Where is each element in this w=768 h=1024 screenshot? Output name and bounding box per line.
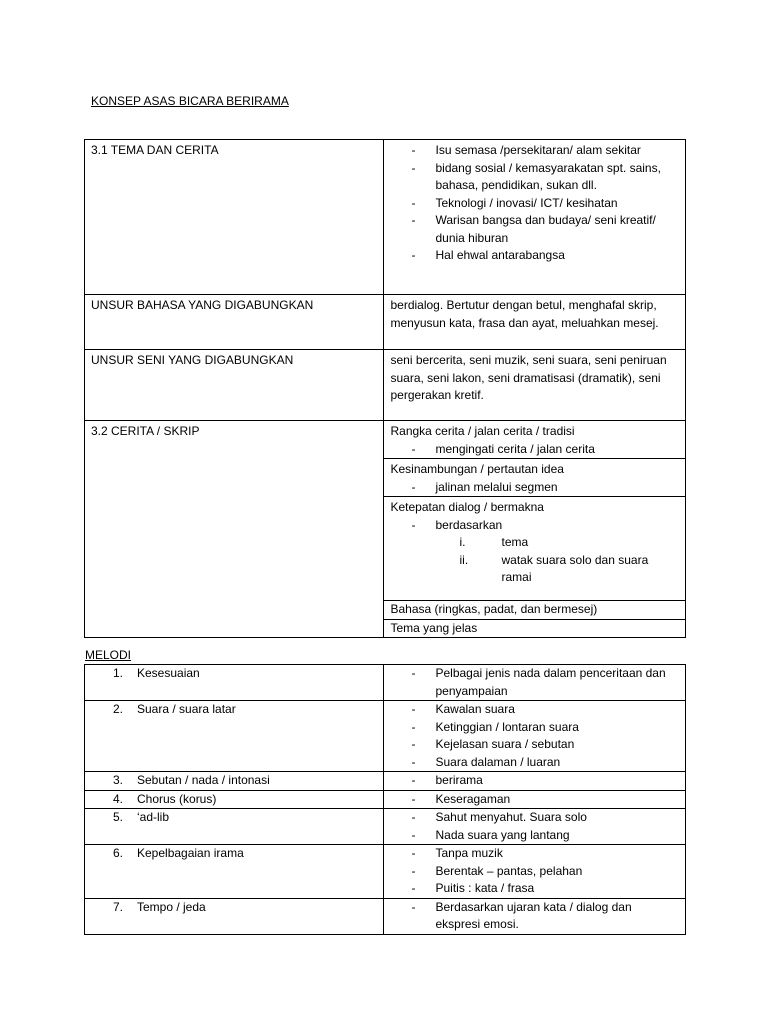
item-number: 6. bbox=[112, 846, 123, 860]
list-item: - Teknologi / inovasi/ ICT/ kesihatan bbox=[384, 195, 679, 213]
table-row bbox=[85, 772, 686, 791]
table-row bbox=[85, 898, 686, 934]
list-item: - Puitis : kata / frasa bbox=[384, 880, 679, 898]
list-item: - Berentak – pantas, pelahan bbox=[384, 863, 679, 881]
list-item: - Berdasarkan ujaran kata / dialog dan ekspresi emosi. bbox=[384, 899, 679, 934]
table-row bbox=[85, 701, 686, 772]
roman-number: i. bbox=[459, 535, 466, 549]
list-item: - Sahut menyahut. Suara solo bbox=[384, 809, 679, 827]
item-label: Kesesuaian bbox=[137, 666, 200, 680]
melodi-title: MELODI bbox=[85, 648, 132, 662]
item-label: ‘ad-lib bbox=[137, 810, 170, 824]
roman-number: ii. bbox=[459, 552, 469, 567]
list-item: - Keseragaman bbox=[384, 791, 679, 809]
page-title: KONSEP ASAS BICARA BERIRAMA bbox=[91, 94, 289, 108]
list-item: - Isu semasa /persekitaran/ alam sekitar bbox=[384, 142, 679, 160]
roman-text: watak suara solo dan suara ramai bbox=[501, 552, 649, 584]
list-item: - Hal ehwal antarabangsa bbox=[384, 247, 679, 265]
list-item: - Suara dalaman / luaran bbox=[384, 754, 679, 772]
tema-jelas-text: Tema yang jelas bbox=[390, 620, 478, 635]
ketepatan-heading: Ketepatan dialog / bermakna bbox=[390, 500, 544, 514]
list-item: - Warisan bangsa dan budaya/ seni kreatif/ dunia hiburan bbox=[384, 212, 679, 247]
list-item: - berdasarkan bbox=[384, 517, 685, 535]
item-label: Chorus (korus) bbox=[137, 791, 217, 806]
table-row bbox=[85, 665, 686, 701]
row-label: UNSUR BAHASA YANG DIGABUNGKAN bbox=[91, 298, 314, 312]
list-item: - Ketinggian / lontaran suara bbox=[384, 719, 679, 737]
item-label: Kepelbagaian irama bbox=[137, 846, 244, 860]
konsep-table bbox=[84, 139, 686, 638]
item-number: 3. bbox=[112, 773, 123, 787]
roman-text: tema bbox=[501, 535, 529, 549]
roman-list bbox=[384, 534, 685, 587]
kesinambungan-heading: Kesinambungan / pertautan idea bbox=[390, 462, 564, 476]
list-item: - mengingati cerita / jalan cerita bbox=[384, 441, 685, 459]
item-number: 7. bbox=[112, 899, 123, 914]
row-text: seni bercerita, seni muzik, seni suara, seni peniruan suara, seni lakon, seni dramatisasi (dramatik), seni pergerakan kretif. bbox=[390, 353, 667, 402]
list-item: - berirama bbox=[384, 772, 679, 790]
item-number: 1. bbox=[112, 666, 123, 680]
list-item: - Pelbagai jenis nada dalam penceritaan dan penyampaian bbox=[384, 665, 679, 700]
row-text: berdialog. Bertutur dengan betul, menghafal skrip, menyusun kata, frasa dan ayat, meluahkan mesej. bbox=[390, 298, 659, 330]
table-row bbox=[85, 350, 686, 421]
table-row bbox=[85, 295, 686, 350]
tema-list bbox=[384, 140, 685, 265]
list-item: - Kejelasan suara / sebutan bbox=[384, 736, 679, 754]
item-label: Suara / suara latar bbox=[137, 702, 236, 716]
list-item: - bidang sosial / kemasyarakatan spt. sains, bahasa, pendidikan, sukan dll. bbox=[384, 160, 679, 195]
list-item: - Nada suara yang lantang bbox=[384, 827, 679, 845]
item-label: Tempo / jeda bbox=[137, 899, 206, 914]
table-row bbox=[85, 421, 686, 459]
table-row bbox=[85, 809, 686, 845]
item-label: Sebutan / nada / intonasi bbox=[137, 773, 270, 787]
rangka-heading: Rangka cerita / jalan cerita / tradisi bbox=[390, 424, 575, 438]
item-number: 4. bbox=[112, 791, 123, 806]
row-label: 3.2 CERITA / SKRIP bbox=[91, 424, 200, 438]
row-label: 3.1 TEMA DAN CERITA bbox=[91, 143, 219, 157]
row-label: UNSUR SENI YANG DIGABUNGKAN bbox=[91, 353, 294, 367]
list-item: - Tanpa muzik bbox=[384, 845, 679, 863]
table-row bbox=[85, 140, 686, 295]
list-item bbox=[384, 552, 685, 587]
list-item bbox=[384, 534, 685, 552]
list-item: - Kawalan suara bbox=[384, 701, 679, 719]
melodi-table bbox=[84, 664, 686, 935]
bahasa-text: Bahasa (ringkas, padat, dan bermesej) bbox=[390, 602, 598, 616]
list-item: - jalinan melalui segmen bbox=[384, 479, 685, 497]
item-number: 2. bbox=[112, 702, 123, 716]
table-row bbox=[85, 845, 686, 899]
table-row bbox=[85, 790, 686, 809]
item-number: 5. bbox=[112, 810, 123, 824]
